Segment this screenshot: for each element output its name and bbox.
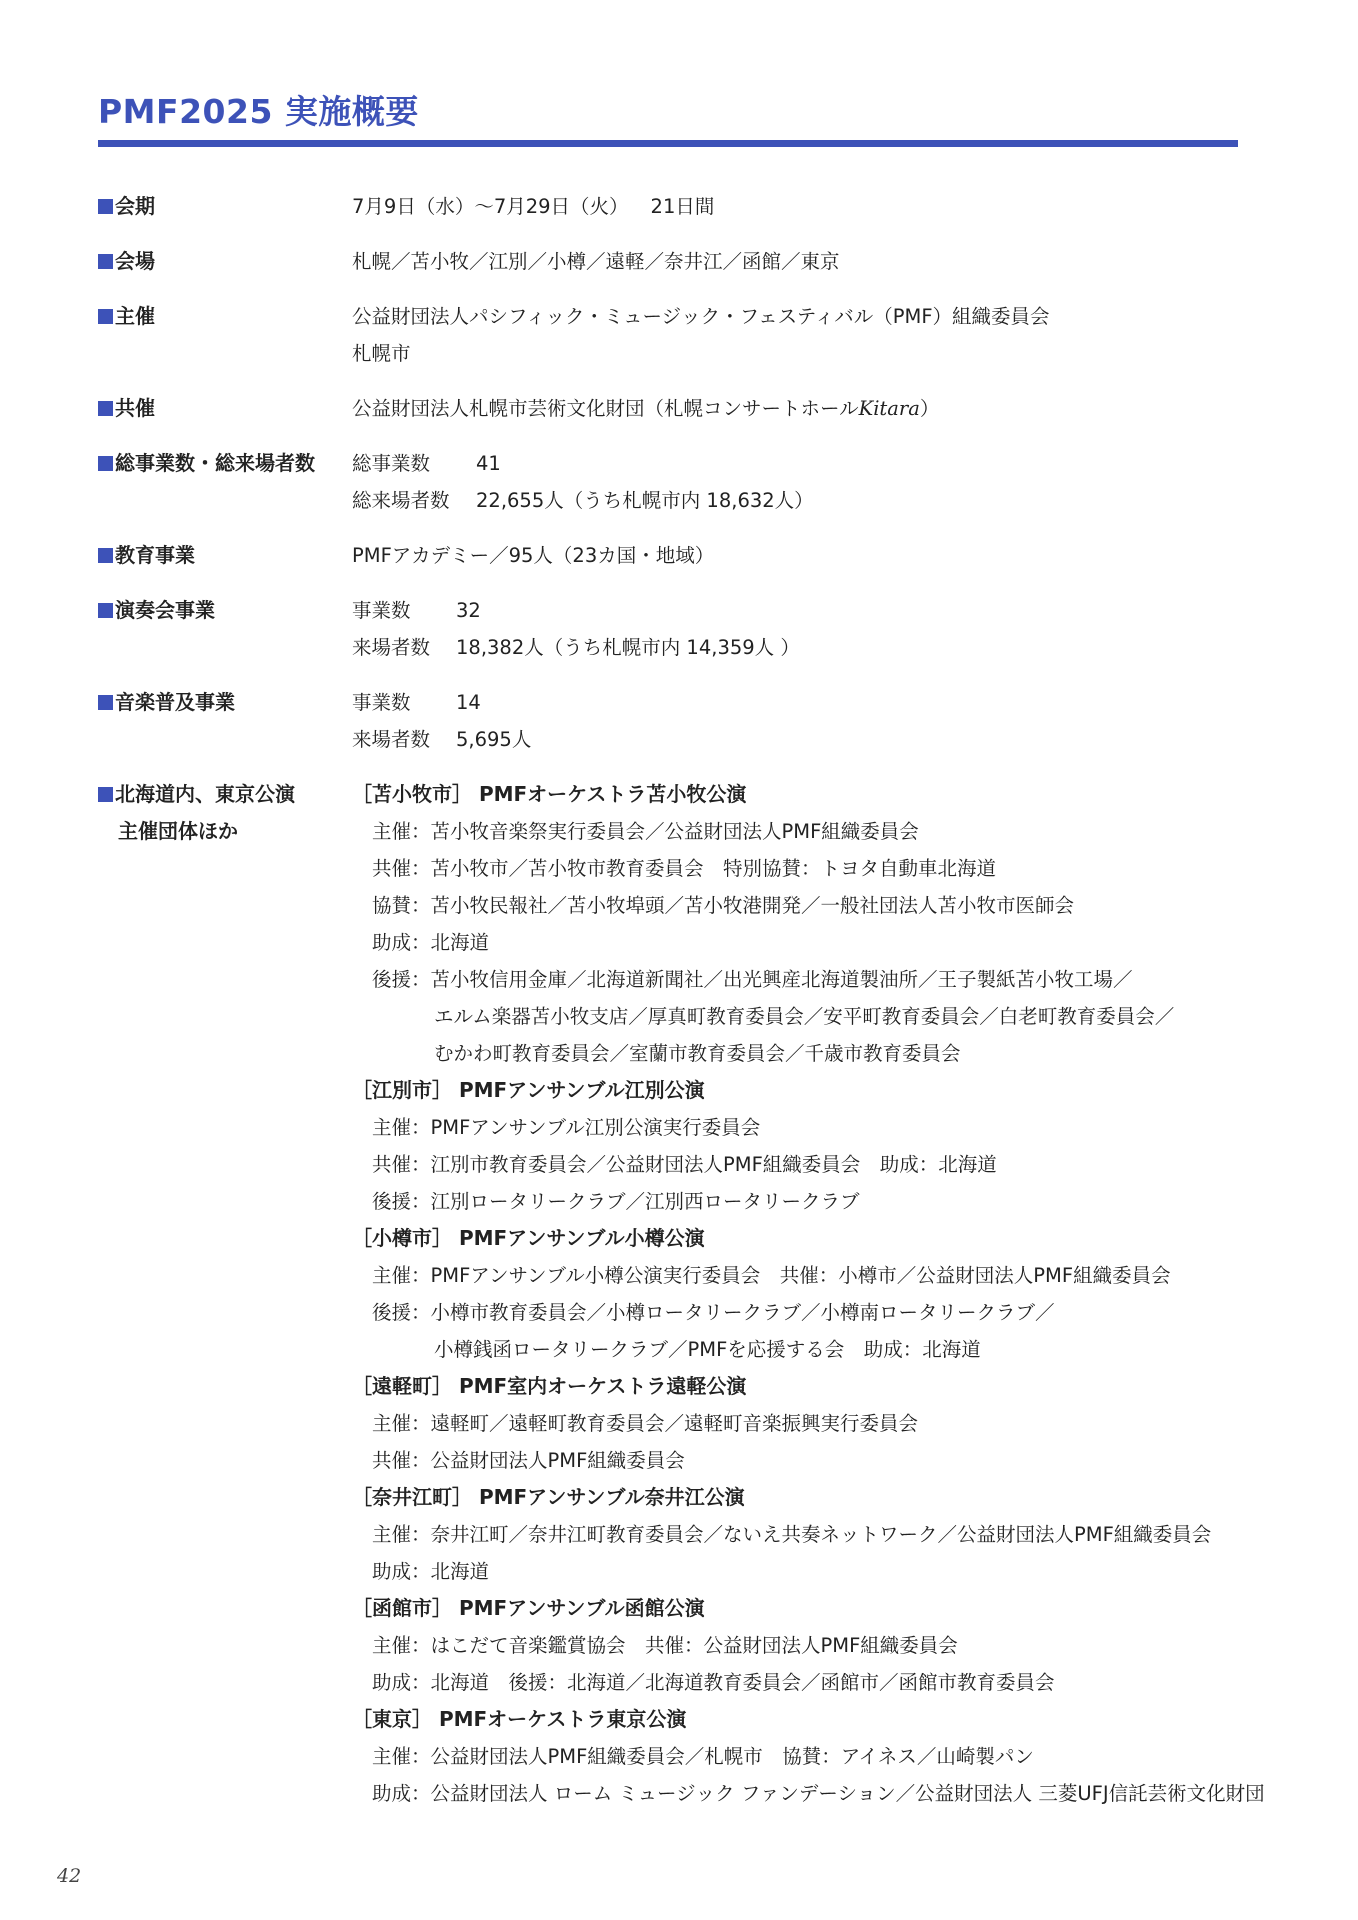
education-value: PMFアカデミー／95人（23カ国・地域） [352,544,715,567]
event-header: ［苫小牧市］ PMFオーケストラ苫小牧公演 [352,782,747,806]
event-detail: 助成：北海道 [372,931,490,954]
event-detail: 主催：はこだて音楽鑑賞協会 共催：公益財団法人PMF組織委員会 [372,1634,958,1657]
concerts-visitors: 来場者数 18,382人（うち札幌市内 14,359人 ） [352,636,800,659]
section-label: 総事業数・総来場者数 [98,445,315,482]
section-label: 北海道内、東京公演 主催団体ほか [98,776,295,850]
square-bullet-icon [98,401,113,416]
outreach-visitors: 来場者数 5,695人 [352,728,532,751]
event-block [352,1590,1272,1701]
section-label: 共催 [98,390,155,427]
event-detail-continued: エルム楽器苫小牧支店／厚真町教育委員会／安平町教育委員会／白老町教育委員会／ [434,1005,1175,1028]
organizer-line: 札幌市 [352,342,411,365]
square-bullet-icon [98,254,113,269]
event-detail: 共催：江別市教育委員会／公益財団法人PMF組織委員会 助成：北海道 [372,1153,997,1176]
event-detail: 主催：苫小牧音楽祭実行委員会／公益財団法人PMF組織委員会 [372,820,919,843]
concerts-events: 事業数 32 [352,599,481,622]
event-detail-continued: 小樽銭函ロータリークラブ／PMFを応援する会 助成：北海道 [434,1338,981,1361]
event-header: ［小樽市］ PMFアンサンブル小樽公演 [352,1226,705,1250]
event-header: ［東京］ PMFオーケストラ東京公演 [352,1707,687,1731]
event-detail: 共催：苫小牧市／苫小牧市教育委員会 特別協賛：トヨタ自動車北海道 [372,857,997,880]
square-bullet-icon [98,787,113,802]
section-label: 会場 [98,243,155,280]
square-bullet-icon [98,548,113,563]
event-block [352,1220,1272,1368]
event-header: ［江別市］ PMFアンサンブル江別公演 [352,1078,705,1102]
regional-events [352,776,1272,1812]
totals-events: 総事業数 41 [352,452,501,475]
event-block [352,1701,1272,1812]
event-detail: 後援：江別ロータリークラブ／江別西ロータリークラブ [372,1190,860,1213]
event-detail: 協賛：苫小牧民報社／苫小牧埠頭／苫小牧港開発／一般社団法人苫小牧市医師会 [372,894,1075,917]
event-detail: 助成：北海道 後援：北海道／北海道教育委員会／函館市／函館市教育委員会 [372,1671,1055,1694]
square-bullet-icon [98,603,113,618]
event-detail-continued: むかわ町教育委員会／室蘭市教育委員会／千歳市教育委員会 [434,1042,961,1065]
event-detail: 後援：苫小牧信用金庫／北海道新聞社／出光興産北海道製油所／王子製紙苫小牧工場／ [372,968,1133,991]
event-block [352,1072,1272,1220]
event-detail: 主催：遠軽町／遠軽町教育委員会／遠軽町音楽振興実行委員会 [372,1412,919,1435]
event-detail: 主催：PMFアンサンブル江別公演実行委員会 [372,1116,761,1139]
event-block [352,1479,1272,1590]
event-block [352,1368,1272,1479]
event-detail: 主催：公益財団法人PMF組織委員会／札幌市 協賛：アイネス／山崎製パン [372,1745,1034,1768]
event-detail: 共催：公益財団法人PMF組織委員会 [372,1449,685,1472]
co-organizer-value: 公益財団法人札幌市芸術文化財団（札幌コンサートホールKitara） [352,397,940,420]
section-label: 主催 [98,298,155,335]
event-detail: 助成：公益財団法人 ローム ミュージック ファンデーション／公益財団法人 三菱UFJ信託芸術文化財団 [372,1782,1265,1805]
square-bullet-icon [98,456,113,471]
square-bullet-icon [98,309,113,324]
totals-visitors: 総来場者数 22,655人（うち札幌市内 18,632人） [352,489,814,512]
page-number: 42 [57,1865,82,1887]
event-header: ［奈井江町］ PMFアンサンブル奈井江公演 [352,1485,745,1509]
square-bullet-icon [98,199,113,214]
section-label: 演奏会事業 [98,592,215,629]
event-detail: 主催：奈井江町／奈井江町教育委員会／ないえ共奏ネットワーク／公益財団法人PMF組織委員会 [372,1523,1212,1546]
sessions-value: 7月9日（水）～7月29日（火） 21日間 [352,195,715,218]
section-label: 会期 [98,188,155,225]
page-title: PMF2025 実施概要 [98,92,419,131]
event-detail: 主催：PMFアンサンブル小樽公演実行委員会 共催：小樽市／公益財団法人PMF組織委員会 [372,1264,1171,1287]
organizer-line: 公益財団法人パシフィック・ミュージック・フェスティバル（PMF）組織委員会 [352,305,1050,328]
event-header: ［函館市］ PMFアンサンブル函館公演 [352,1596,705,1620]
square-bullet-icon [98,695,113,710]
outreach-events: 事業数 14 [352,691,481,714]
section-label: 音楽普及事業 [98,684,235,721]
event-header: ［遠軽町］ PMF室内オーケストラ遠軽公演 [352,1374,747,1398]
title-rule [98,140,1238,147]
event-detail: 助成：北海道 [372,1560,490,1583]
event-block [352,776,1272,1072]
event-detail: 後援：小樽市教育委員会／小樽ロータリークラブ／小樽南ロータリークラブ／ [372,1301,1055,1324]
venues-value: 札幌／苫小牧／江別／小樽／遠軽／奈井江／函館／東京 [352,250,840,273]
section-label: 教育事業 [98,537,195,574]
kitara-logo: Kitara [858,397,920,420]
